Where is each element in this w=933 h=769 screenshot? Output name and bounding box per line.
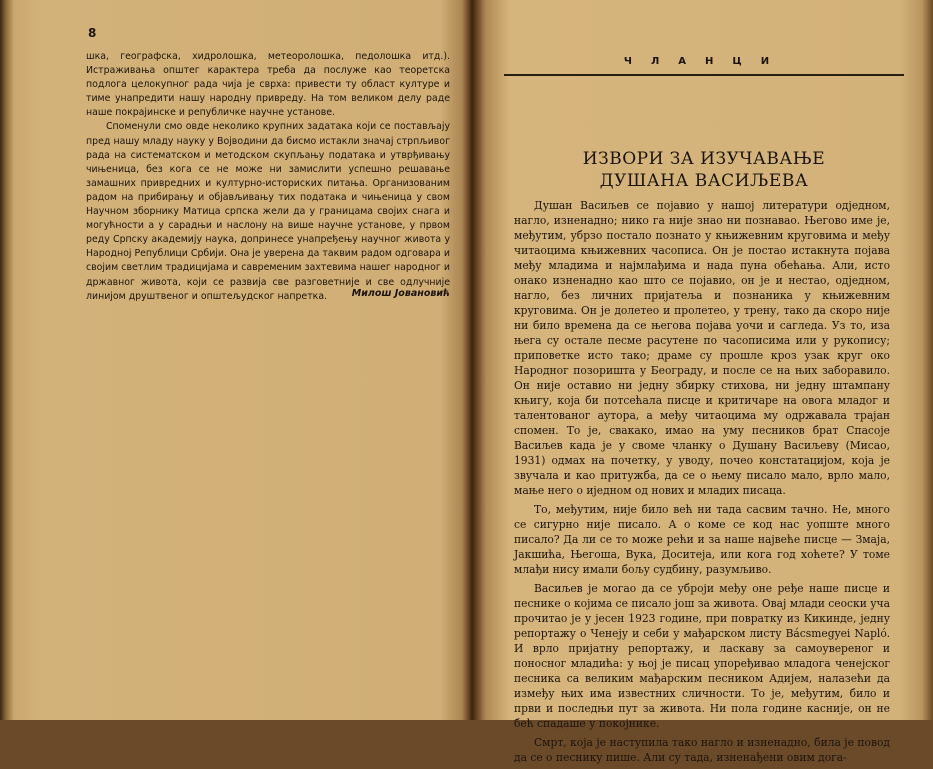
section-header: ЧЛАНЦИ: [623, 56, 789, 67]
page-number: 8: [88, 26, 97, 40]
article-title: [504, 148, 904, 192]
article-title-line: ДУШАНА ВАСИЉЕВА: [599, 171, 809, 191]
author-signature: Милош Јовановић: [351, 288, 450, 299]
paragraph: Душан Васиљев се појавио у нашој литератури одједном, нагло, изненадно; нико га није знао ни познавао. Његово име је, међутим, убрзо постало познато у књижевним круговима и међу читаоцима књижевних часописа. Он је постао истакнута појава међу младима и најмлађима и нада пуна обећања. Али, исто онако изненадно као што се појавио, он је и нестао, одједном, нагло, без личних пријатеља и познаника у књижевним круговима. Он је долетео и пролетео, у трену, тако да скоро није ни било времена да се његова појава уочи и сагледа. Уз то, иза њега су остале песме расутене по часописима или у рукопису; приповетке исто тако; драме су прошле кроз узак круг око Народног позоришта у Београду, и после се на њих заборавило. Он није оставио ни једну збирку стихова, ни једну штампану књигу, која би потсећала писце и критичаре на овога младог и талентованог аутора, а међу читаоцима му одржавала трајан спомен. То је, свакако, имао на уму песников брат Спасоје Васиљев када је у своме чланку о Душану Васиљеву (Мисао, 1931) одмах на почетку, у уводу, почео констатацијом, која је звучала и као притужба, да се о њему писало мало, врло мало, мање него о иједном од нових и младих писаца.: [514, 199, 890, 497]
left-page: [0, 0, 470, 720]
header-rule: [504, 74, 904, 76]
paragraph: То, међутим, није било већ ни тада сасвим тачно. Не, много се сигурно није писало. А о коме се код нас уопште много писало? Да ли се то може рећи и за наше највеће писце — Змаја, Јакшића, Његоша, Вука, Доситеја, или кога год хоћете? У томе млађи нису имали бољу судбину, разумљиво.: [514, 503, 890, 576]
paragraph: Смрт, која је наступила тако нагло и изненадно, била је повод да се о песнику пише. Али су тада, изненађени овим дога-: [514, 736, 890, 764]
paragraph: шка, географска, хидролошка, метеоролошка, педолошка итд.). Истраживања општег карактера треба да послуже као теоретска подлога целокупног рада чија је сврха: привести ту област културе и тиме унапредити нашу народну привреду. На том великом делу раде наше покрајинске и републичке научне установе.: [86, 51, 450, 119]
paragraph: Споменули смо овде неколико крупних задатака који се постављају пред нашу младу науку у Војводини да бисмо истакли значај стрпљивог рада на систематском и методском скупљању података и утврђивању чињеница, без кога се не може ни замислити успешно решавање замашних привредних и културно-историских питања. Организованим радом на прибирању и објављивању тих података и чињеница у свом Научном зборнику Матица српска жели да у границама својих снага и могућности а у сарадњи и наслону на више научне установе, у првом реду Српску академију наука, допринесе унапређењу научног живота у Народној Републици Србији. Она је уверена да таквим радом одговара и својим светлим традицијама и савременим захтевима нашег народног и државног живота, који се развија све разговетније и све одлучније линијом друштвеног и општељудског напретка.: [86, 121, 450, 302]
right-page: [476, 0, 933, 764]
left-page-text: [86, 50, 450, 304]
article-body: [514, 198, 890, 769]
paragraph: Васиљев је могао да се уброји међу оне ређе наше писце и песнике о којима се писало још за живота. Овај млади сеоски уча прочитао је у јесен 1923 године, при повратку из Кикинде, једну репортажу о Ченеју и себи у мађарском листу Bácsmegyei Napló. И врло пријатну репортажу, и ласкаву за самоувереног и поносног младића: у њој је писац упоређивао младога ченејског песника са великим мађарским песником Адијем, налазећи да између њих има известних сличности. То је, међутим, било и први и последњи пут за живота. Ни пола године касније, он не бећ спадаше у покојнике.: [514, 582, 890, 730]
article-title-line: ИЗВОРИ ЗА ИЗУЧАВАЊЕ: [582, 149, 826, 169]
